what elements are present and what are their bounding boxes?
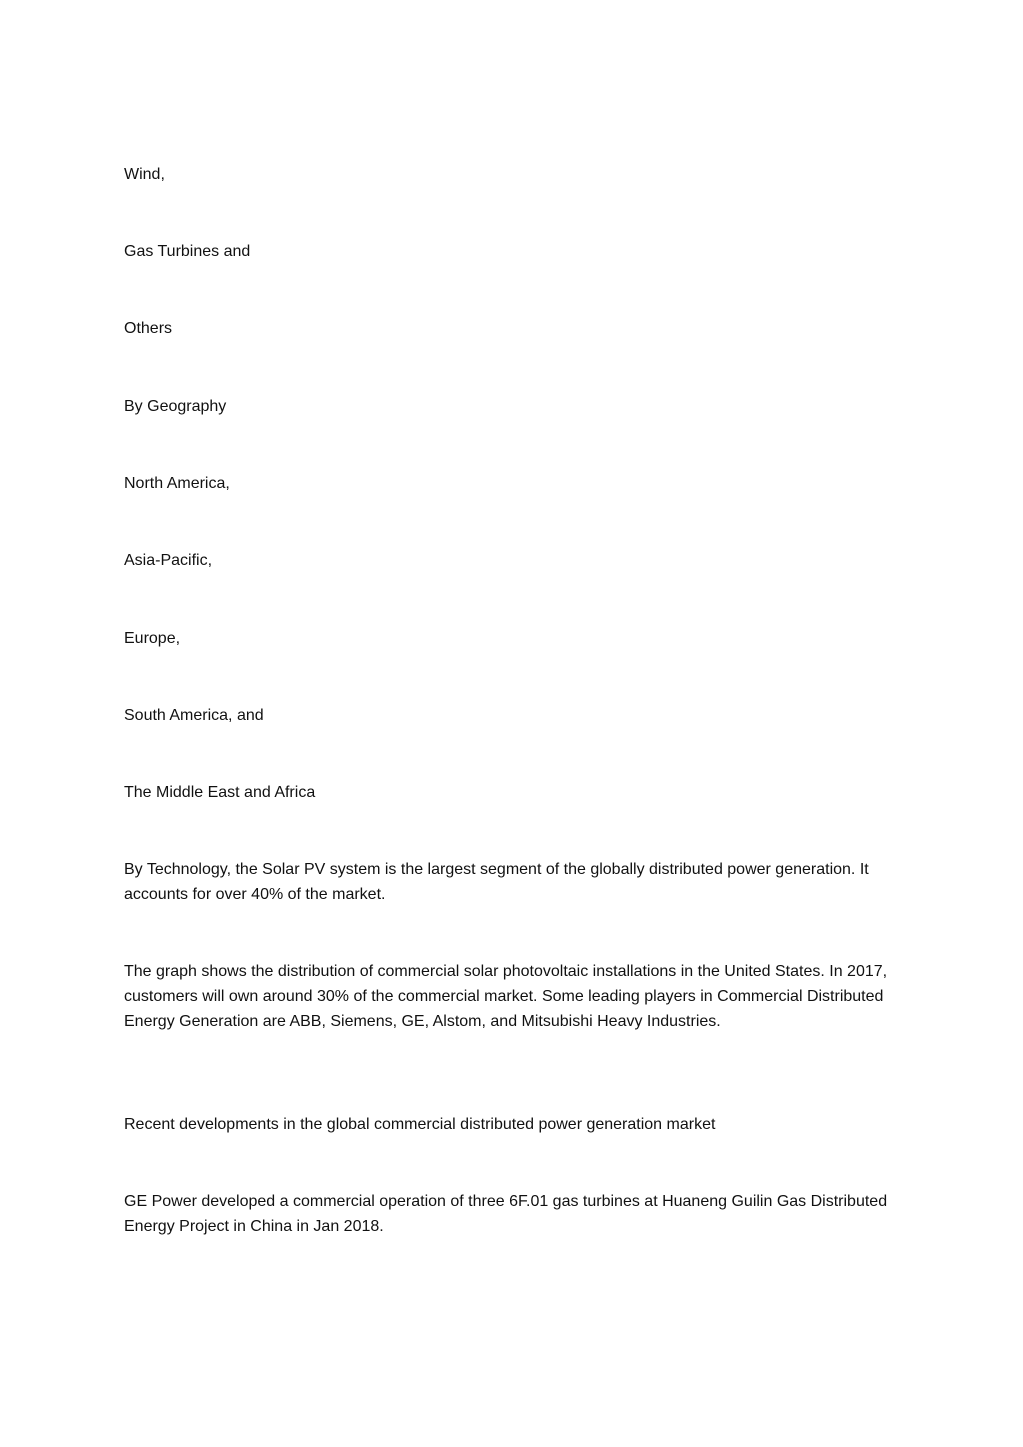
list-item-south-america: South America, and [124, 707, 264, 724]
list-item-middle-east-africa: The Middle East and Africa [124, 784, 316, 801]
paragraph-graph-description: The graph shows the distribution of commercial solar photovoltaic installations in the United States. In 2017, customers will own around 30% of the commercial market. Some leading players in Commercial Distributed Energy Generation are ABB, Siemens, GE, Alstom, and Mitsubishi Heavy Industries. [124, 963, 888, 1030]
list-item-others: Others [124, 320, 173, 337]
paragraph-technology: By Technology, the Solar PV system is the largest segment of the globally distributed power generation. It accounts for over 40% of the market. [124, 861, 869, 903]
section-heading-geography: By Geography [124, 398, 227, 415]
paragraph-ge-power: GE Power developed a commercial operation of three 6F.01 gas turbines at Huaneng Guilin Gas Distributed Energy Project in China in Jan 2018. [124, 1193, 888, 1235]
list-item-wind: Wind, [124, 166, 165, 183]
section-heading-recent-developments: Recent developments in the global commercial distributed power generation market [124, 1116, 716, 1133]
list-item-north-america: North America, [124, 475, 230, 492]
list-item-europe: Europe, [124, 630, 181, 647]
list-item-gas-turbines: Gas Turbines and [124, 243, 251, 260]
list-item-asia-pacific: Asia-Pacific, [124, 552, 213, 569]
